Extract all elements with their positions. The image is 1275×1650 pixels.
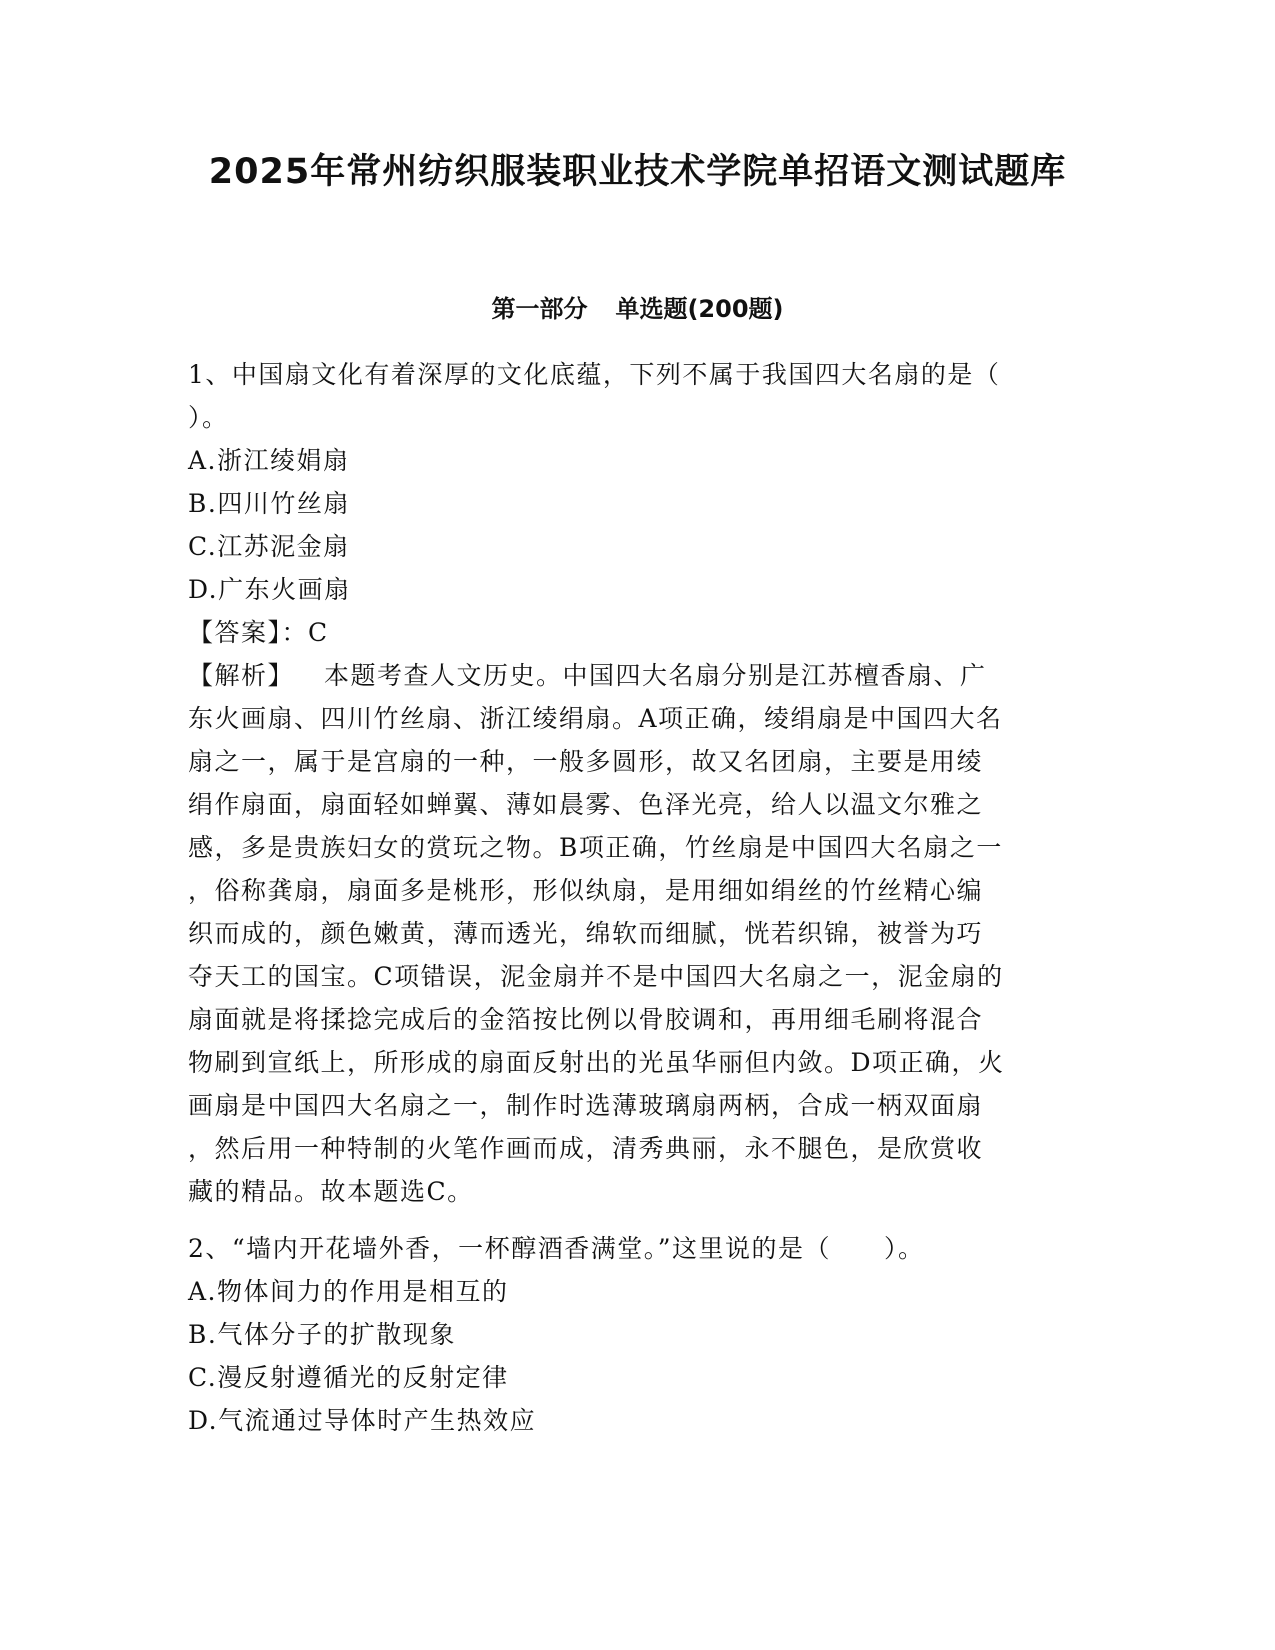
option-a: A.物体间力的作用是相互的 [188, 1277, 509, 1306]
answer [188, 611, 1068, 654]
analysis-label: 【解析】 [188, 661, 295, 690]
analysis-line: 藏的精品。故本题选C。 [188, 1177, 474, 1206]
option-d: D.广东火画扇 [188, 575, 351, 604]
analysis [188, 654, 1068, 1213]
question-stem [188, 1227, 1068, 1270]
option-b: B.四川竹丝扇 [188, 489, 350, 518]
analysis-line: 扇面就是将揉捻完成后的金箔按比例以骨胶调和，再用细毛刷将混合 [188, 1005, 984, 1034]
section-part: 第一部分 [491, 295, 588, 323]
analysis-line: 本题考查人文历史。中国四大名扇分别是江苏檀香扇、广 [324, 661, 987, 690]
analysis-line: 夺天工的国宝。C项错误，泥金扇并不是中国四大名扇之一，泥金扇的 [188, 962, 1004, 991]
question-1 [188, 353, 1068, 1213]
analysis-line: 绢作扇面，扇面轻如蝉翼、薄如晨雾、色泽光亮，给人以温文尔雅之 [188, 790, 984, 819]
analysis-line: 扇之一，属于是宫扇的一种，一般多圆形，故又名团扇，主要是用绫 [188, 747, 984, 776]
stem-line: 1、中国扇文化有着深厚的文化底蕴，下列不属于我国四大名扇的是（ [188, 360, 1001, 389]
stem-line: 2、“墙内开花墙外香，一杯醇酒香满堂。”这里说的是（ ）。 [188, 1234, 925, 1263]
question-stem [188, 353, 1068, 439]
analysis-line: 画扇是中国四大名扇之一，制作时选薄玻璃扇两柄，合成一柄双面扇 [188, 1091, 984, 1120]
analysis-line: 感，多是贵族妇女的赏玩之物。B项正确，竹丝扇是中国四大名扇之一 [188, 833, 1003, 862]
answer-label: 【答案】 [188, 618, 282, 647]
option-c: C.漫反射遵循光的反射定律 [188, 1363, 509, 1392]
answer-value: ：C [281, 618, 329, 647]
question-2 [188, 1227, 1068, 1442]
section-name: 单选题(200题) [615, 295, 784, 323]
option-a: A.浙江绫娟扇 [188, 446, 350, 475]
page-title: 2025年常州纺织服装职业技术学院单招语文测试题库 [208, 152, 1067, 192]
question-list [188, 353, 1068, 1442]
option-b: B.气体分子的扩散现象 [188, 1320, 456, 1349]
analysis-line: ，俗称龚扇，扇面多是桃形，形似纨扇，是用细如绢丝的竹丝精心编 [188, 876, 984, 905]
analysis-line: 东火画扇、四川竹丝扇、浙江绫绢扇。A项正确，绫绢扇是中国四大名 [188, 704, 1003, 733]
analysis-line: 织而成的，颜色嫩黄，薄而透光，绵软而细腻，恍若织锦，被誉为巧 [188, 919, 984, 948]
stem-line: ）。 [188, 403, 229, 432]
analysis-line: ，然后用一种特制的火笔作画而成，清秀典丽，永不腿色，是欣赏收 [188, 1134, 984, 1163]
option-d: D.气流通过导体时产生热效应 [188, 1406, 537, 1435]
option-list [188, 1270, 1068, 1442]
option-c: C.江苏泥金扇 [188, 532, 350, 561]
section-title [0, 291, 1275, 327]
analysis-line: 物刷到宣纸上，所形成的扇面反射出的光虽华丽但内敛。D项正确，火 [188, 1048, 1005, 1077]
option-list [188, 439, 1068, 611]
